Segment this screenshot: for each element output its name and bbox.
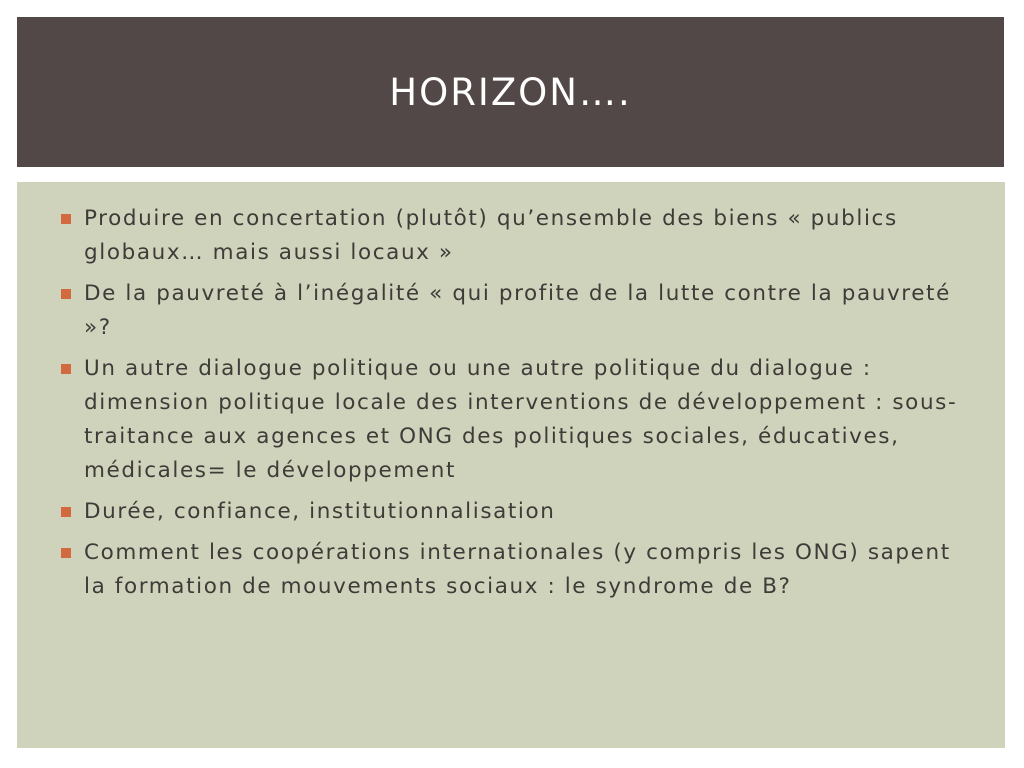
bullet-list [61, 202, 973, 611]
bullet-text: Un autre dialogue politique ou une autre politique du dialogue : dimension politique locale des interventions de développement : sous-traitance aux agences et ONG des politiques sociales, éducatives, médicales= le développement [84, 356, 958, 483]
square-bullet-icon [61, 507, 71, 517]
square-bullet-icon [61, 548, 71, 558]
content-area [17, 182, 1005, 748]
square-bullet-icon [61, 214, 71, 224]
bullet-item [61, 536, 973, 604]
bullet-text: Durée, confiance, institutionnalisation [84, 499, 556, 524]
square-bullet-icon [61, 289, 71, 299]
bullet-item [61, 202, 973, 270]
bullet-text: Produire en concertation (plutôt) qu’ensemble des biens « publics globaux… mais aussi locaux » [84, 206, 898, 265]
bullet-text: De la pauvreté à l’inégalité « qui profite de la lutte contre la pauvreté »? [84, 281, 951, 340]
bullet-text: Comment les coopérations internationales (y compris les ONG) sapent la formation de mouvements sociaux : le syndrome de B? [84, 540, 951, 599]
title-bar [17, 17, 1004, 167]
bullet-item [61, 277, 973, 345]
square-bullet-icon [61, 364, 71, 374]
slide-title: HORIZON…. [389, 70, 632, 114]
bullet-item [61, 352, 973, 488]
bullet-item [61, 495, 973, 529]
